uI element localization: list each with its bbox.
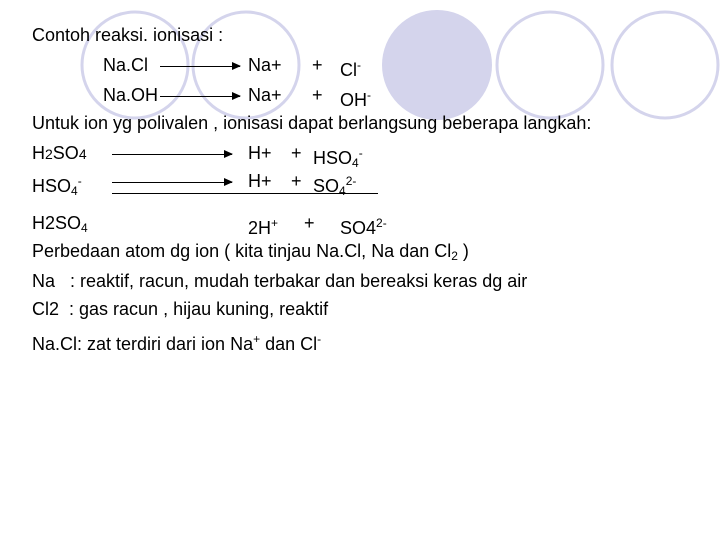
reaction-2-product-2: OH-	[340, 88, 371, 110]
reaction-2-product-1: Na+	[248, 85, 282, 105]
reaction-2-reactant: Na.OH	[103, 85, 159, 105]
slide-title: Contoh reaksi. ionisasi :	[32, 25, 224, 45]
reaction-2-arrow	[160, 96, 240, 97]
polyvalent-intro: Untuk ion yg polivalen , ionisasi dapat berlangsung beberapa langkah:	[32, 113, 592, 133]
reaction-1-product-2: Cl-	[340, 58, 361, 80]
overall-product-1: 2H+	[248, 216, 279, 238]
cl2-properties: Cl2 : gas racun , hijau kuning, reaktif	[32, 299, 329, 319]
difference-line: Perbedaan atom dg ion ( kita tinjau Na.Cl, Na dan $Cl_2$ )	[32, 241, 469, 263]
na-properties: Na : reaktif, racun, mudah terbakar dan bereaksi keras dg air	[32, 271, 528, 291]
overall-product-2: $SO4^{2-}$	[340, 216, 387, 238]
overall-plus: +	[304, 213, 315, 233]
step-1-reactant: H2SO4	[32, 143, 87, 163]
reaction-1-product-1: Na+	[248, 55, 282, 75]
overall-reactant: $H2SO_4$	[32, 213, 88, 235]
step-2-plus: +	[291, 171, 302, 191]
step-2-reactant: $HSO_4^-$	[32, 174, 82, 198]
deco-circle-5	[612, 12, 718, 118]
reaction-1-plus: +	[312, 55, 323, 75]
nacl-properties: Na.Cl: zat terdiri dari ion Na+ dan Cl-	[32, 332, 322, 354]
step-2-arrow	[112, 182, 232, 183]
sum-rule	[112, 193, 378, 194]
reaction-1-arrow	[160, 66, 240, 67]
step-1-arrow	[112, 154, 232, 155]
reaction-1-reactant: Na.Cl	[103, 55, 149, 75]
step-2-product-2: $SO_4^{2-}$	[313, 174, 357, 198]
step-1-product-2: $HSO_4^-$	[313, 146, 363, 170]
deco-circle-3	[382, 10, 492, 120]
reaction-2-plus: +	[312, 85, 323, 105]
step-2-product-1: H+	[248, 171, 272, 191]
step-1-plus: +	[291, 143, 302, 163]
deco-circle-4	[497, 12, 603, 118]
step-1-product-1: H+	[248, 143, 272, 163]
